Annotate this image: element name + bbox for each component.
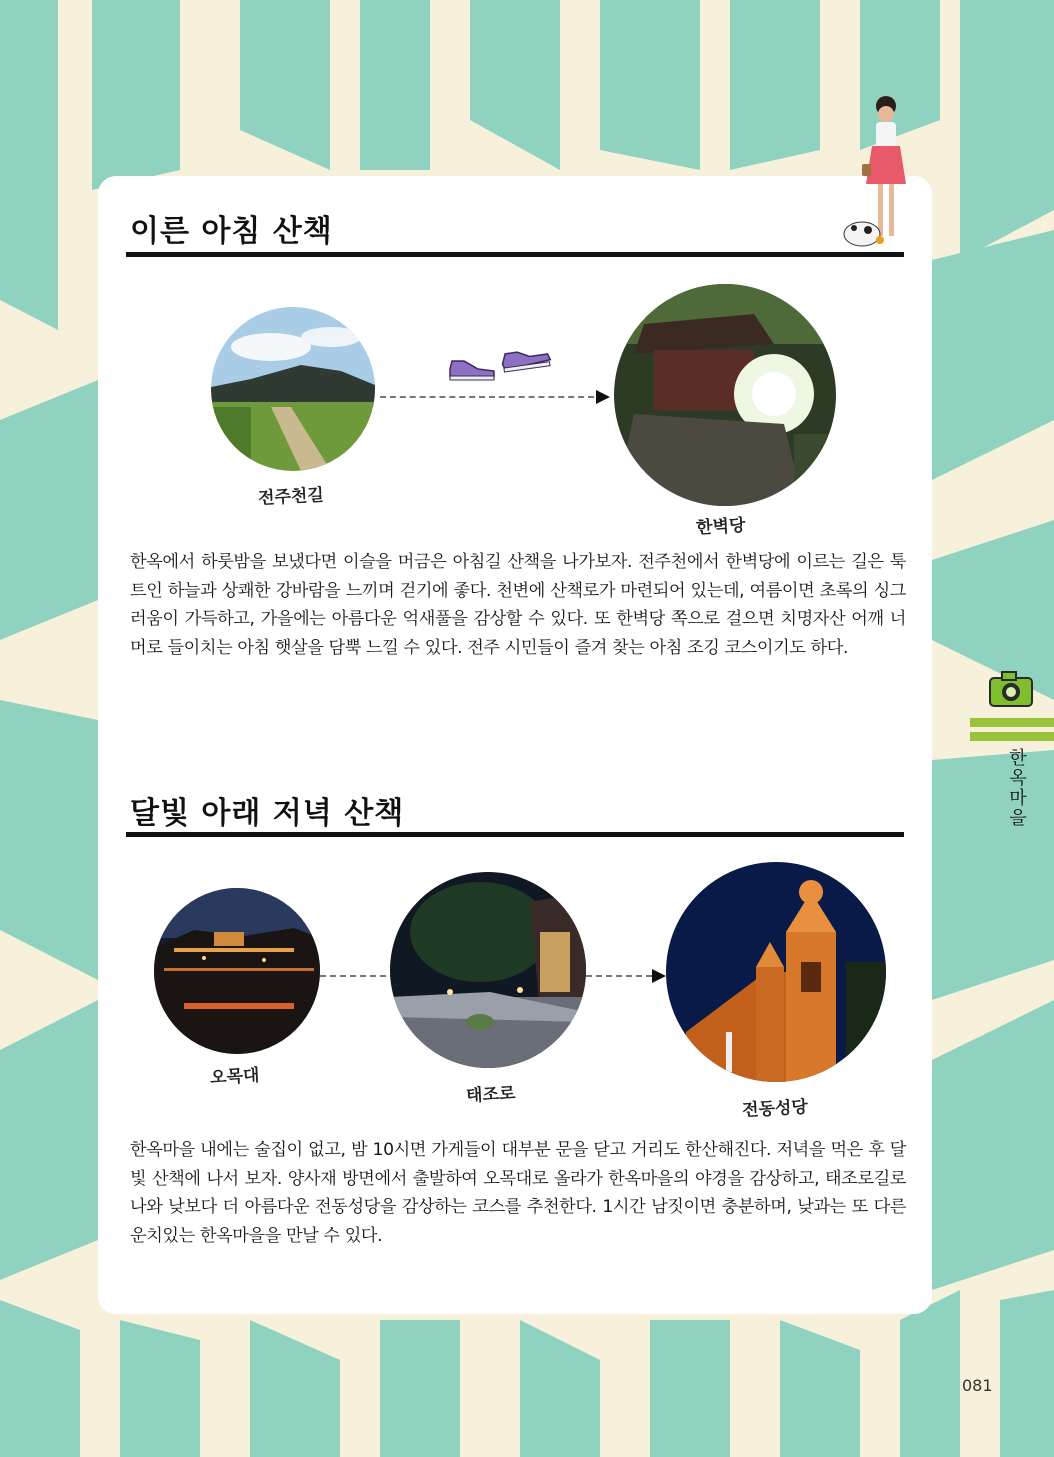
photo-taejoro [390, 872, 586, 1068]
caption-jeondong-cathedral: 전동성당 [741, 1097, 809, 1121]
side-tab-label: 한옥마을 [1006, 748, 1027, 828]
route-arrowhead [652, 969, 666, 983]
route-dash-line [586, 975, 652, 977]
section-divider [126, 832, 904, 837]
caption-taejoro: 태조로 [465, 1083, 516, 1107]
section-divider [126, 252, 904, 257]
section-title-morning: 이른 아침 산책 [130, 214, 333, 249]
section2-body-text: 한옥마을 내에는 술집이 없고, 밤 10시면 가게들이 대부분 문을 닫고 거리도 한산해진다. 저녁을 먹은 후 달빛 산책에 나서 보자. 양사재 방면에서 출발하여 오목대로 올라가 한옥마을의 야경을 감상하고, 태조로길로 나와 낮보다 더 아름다운 전동성당을 감상하는 코스를 추천한다. 1시간 남짓이면 충분하며, 낮과는 또 다른 운치있는 한옥마을을 만날 수 있다. [130, 1140, 906, 1246]
photo-omokdae [154, 888, 320, 1054]
route-dash-line [380, 396, 594, 398]
caption-hanbyeokdang: 한벽당 [695, 515, 746, 539]
route-arrowhead [596, 390, 610, 404]
section1-body-text: 한옥에서 하룻밤을 보냈다면 이슬을 머금은 아침길 산책을 나가보자. 전주천에서 한벽당에 이르는 길은 툭 트인 하늘과 상쾌한 강바람을 느끼며 걷기에 좋다. 천변에 산책로가 마련되어 있는데, 여름이면 초록의 싱그러움이 가득하고, 가을에는 아름다운 억새풀을 감상할 수 있다. 또 한벽당 쪽으로 걸으면 치명자산 어깨 너머로 들이치는 아침 햇살을 담뿍 느낄 수 있다. 전주 시민들이 즐겨 찾는 아침 조깅 코스이기도 하다. [130, 552, 906, 658]
camera-icon [988, 670, 1036, 710]
photo-hanbyeokdang [614, 284, 836, 506]
sneakers-icon [446, 343, 554, 383]
caption-omokdae: 오목대 [209, 1065, 260, 1089]
page-number: 081 [962, 1376, 993, 1395]
side-tab-bar-bottom [970, 732, 1054, 741]
photo-jeonjucheon-path [211, 307, 375, 471]
dog-illustration [840, 210, 890, 250]
side-tab-bar-top [970, 718, 1054, 727]
route-dash-line [320, 975, 396, 977]
caption-jeonjucheon: 전주천길 [257, 485, 325, 509]
section-title-evening: 달빛 아래 저녁 산책 [130, 796, 405, 831]
photo-jeondong-cathedral [666, 862, 886, 1082]
